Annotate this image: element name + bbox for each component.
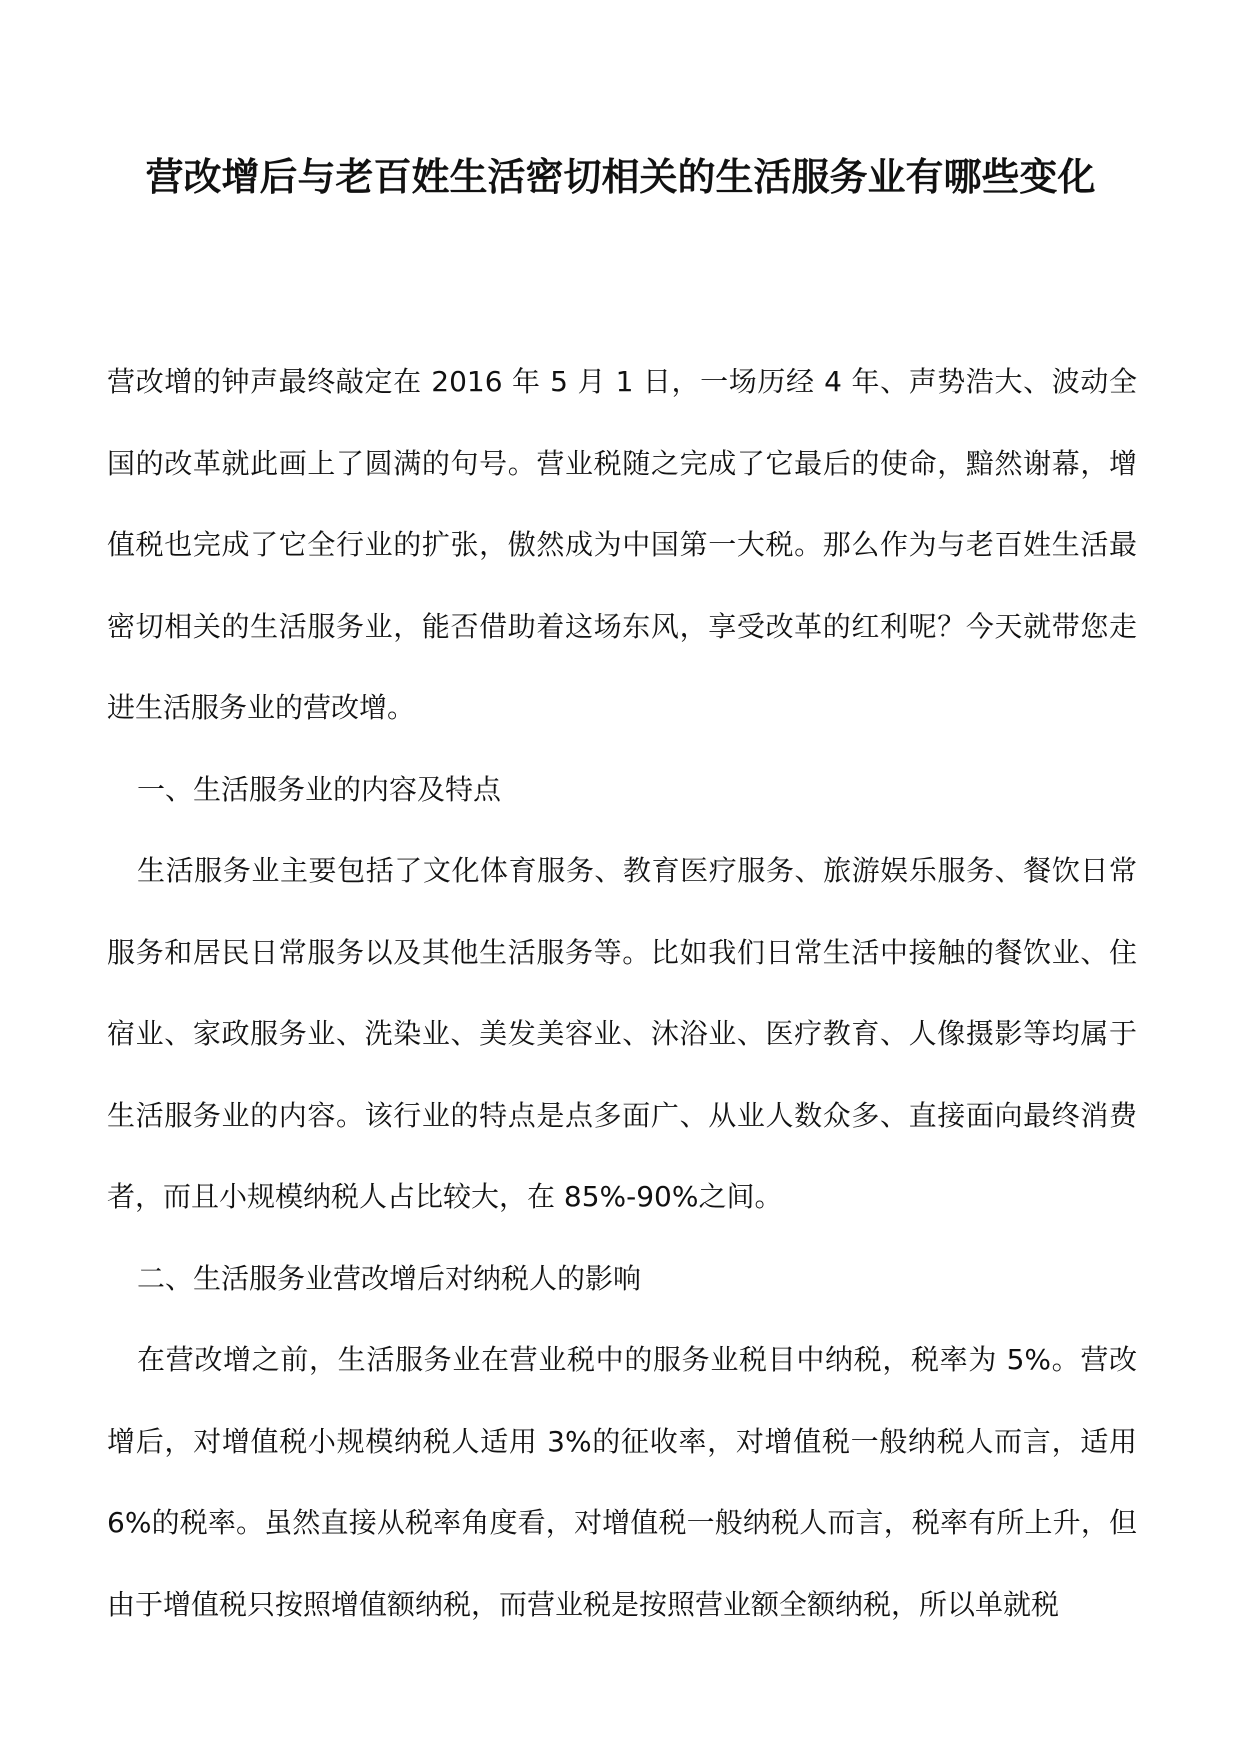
paragraph-section-1: 生活服务业主要包括了文化体育服务、教育医疗服务、旅游娱乐服务、餐饮日常服务和居民日常服务以及其他生活服务等。比如我们日常生活中接触的餐饮业、住宿业、家政服务业、洗染业、美发美容业、沐浴业、医疗教育、人像摄影等均属于生活服务业的内容。该行业的特点是点多面广、从业人数众多、直接面向最终消费者，而且小规模纳税人占比较大，在 85%-90%之间。 [107,854,1137,1213]
paragraph-intro: 营改增的钟声最终敲定在 2016 年 5 月 1 日，一场历经 4 年、声势浩大、波动全国的改革就此画上了圆满的句号。营业税随之完成了它最后的使命，黯然谢幕，增值税也完成了它全行业的扩张，傲然成为中国第一大税。那么作为与老百姓生活最密切相关的生活服务业，能否借助着这场东风，享受改革的红利呢？今天就带您走进生活服务业的营改增。 [107,365,1137,724]
section-heading-1: 一、生活服务业的内容及特点 [137,772,502,806]
document-title: 营改增后与老百姓生活密切相关的生活服务业有哪些变化 [145,154,1096,199]
document-body [107,341,1137,1645]
section-heading-2: 二、生活服务业营改增后对纳税人的影响 [137,1261,642,1295]
paragraph-section-2: 在营改增之前，生活服务业在营业税中的服务业税目中纳税，税率为 5%。营改增后，对增值税小规模纳税人适用 3%的征收率，对增值税一般纳税人而言，适用 6%的税率。虽然直接从税率角度看，对增值税一般纳税人而言，税率有所上升，但由于增值税只按照增值额纳税，而营业税是按照营业额全额纳税，所以单就税 [107,1343,1137,1621]
